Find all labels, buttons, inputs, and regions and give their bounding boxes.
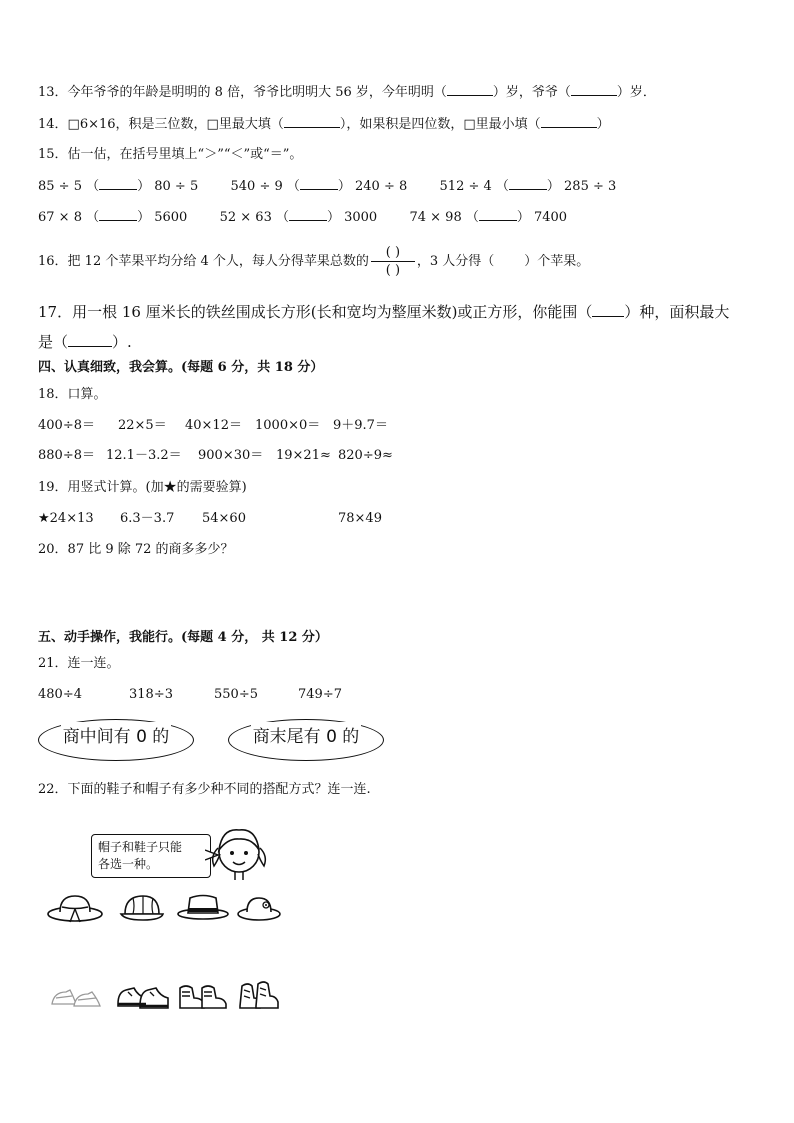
answer-blank[interactable] xyxy=(479,208,517,221)
answer-blank[interactable] xyxy=(99,177,137,190)
girl-icon xyxy=(208,822,270,884)
question-19-title: 19．用竖式计算。(加★的需要验算) xyxy=(38,480,247,495)
speech-bubble: 帽子和鞋子只能 各选一种。 xyxy=(91,834,211,878)
question-13: 13．今年爷爷的年龄是明明的 8 倍，爷爷比明明大 56 岁，今年明明（ ）岁，爷爷（ ）岁． xyxy=(38,85,656,100)
connect-item[interactable]: 318÷3 xyxy=(129,687,173,702)
question-15-title: 15．估一估，在括号里填上“＞”“＜”或“＝”。 xyxy=(38,147,303,162)
answer-blank[interactable] xyxy=(571,83,617,96)
fedora-hat-icon[interactable] xyxy=(176,890,230,924)
question-21-title: 21．连一连。 xyxy=(38,656,120,671)
answer-blank[interactable] xyxy=(541,115,597,128)
sun-hat-icon[interactable] xyxy=(46,890,104,924)
question-16: 16．把 12 个苹果平均分给 4 个人，每人分得苹果总数的 $\frac{( )}{( )}$ ，3 人分得（ ）个苹果。 xyxy=(38,245,590,278)
question-17-line-2: 是（ ）. xyxy=(38,333,132,351)
sandals-icon[interactable] xyxy=(48,980,104,1012)
oval-end-zero[interactable]: 商末尾有 0 的 xyxy=(228,719,384,761)
answer-blank[interactable] xyxy=(300,177,338,190)
question-19-items: ★24×13 6.3－3.7 54×60 78×49 xyxy=(38,511,382,526)
oval-middle-zero[interactable]: 商中间有 0 的 xyxy=(38,719,194,761)
question-15-row-1: 85 ÷ 5 （ ） 80 ÷ 5 540 ÷ 9 （ ） 240 ÷ 8 512 ÷ 4 （ ） 285 ÷ 3 xyxy=(38,179,617,194)
question-15-row-2: 67 × 8 （ ） 5600 52 × 63 （ ） 3000 74 × 98 （ ） 7400 xyxy=(38,210,568,225)
question-22: 22．下面的鞋子和帽子有多少种不同的搭配方式？连一连. xyxy=(38,782,371,797)
answer-blank[interactable] xyxy=(99,208,137,221)
answer-blank[interactable] xyxy=(289,208,327,221)
question-14: 14．□6×16，积是三位数，□里最大填（ ），如果积是四位数，□里最小填（ ） xyxy=(38,117,610,132)
answer-blank[interactable] xyxy=(509,177,547,190)
answer-blank[interactable] xyxy=(284,115,340,128)
question-18-row-2: 880÷8＝ 12.1－3.2＝ 900×30＝ 19×21≈ 820÷9≈ xyxy=(38,448,393,463)
answer-blank[interactable] xyxy=(447,83,493,96)
sneakers-icon[interactable] xyxy=(116,978,170,1012)
section-4-heading: 四、认真细致，我会算。(每题 6 分，共 18 分） xyxy=(38,360,324,375)
question-18-title: 18．口算。 xyxy=(38,387,107,402)
answer-blank[interactable] xyxy=(68,332,112,347)
boots-icon[interactable] xyxy=(176,978,230,1012)
question-21-items xyxy=(38,686,342,704)
flower-hat-icon[interactable] xyxy=(236,890,282,924)
connect-item[interactable]: 480÷4 xyxy=(38,687,82,702)
hiking-shoes-icon[interactable] xyxy=(236,976,280,1012)
answer-blank[interactable] xyxy=(592,302,624,317)
section-5-heading: 五、动手操作，我能行。(每题 4 分， 共 12 分） xyxy=(38,630,328,645)
question-20: 20．87 比 9 除 72 的商多多少？ xyxy=(38,542,234,557)
fraction-blank[interactable]: $\frac{( )}{( )}$ xyxy=(371,245,415,278)
question-18-row-1: 400÷8＝ 22×5＝ 40×12＝ 1000×0＝ 9＋9.7＝ xyxy=(38,418,388,433)
baseball-cap-icon[interactable] xyxy=(117,890,167,924)
question-17-line-1: 17．用一根 16 厘米长的铁丝围成长方形(长和宽均为整厘米数)或正方形，你能围（ ）种，面积最大 xyxy=(38,303,730,321)
connect-item[interactable]: 749÷7 xyxy=(298,687,342,702)
connect-item[interactable]: 550÷5 xyxy=(214,687,258,702)
